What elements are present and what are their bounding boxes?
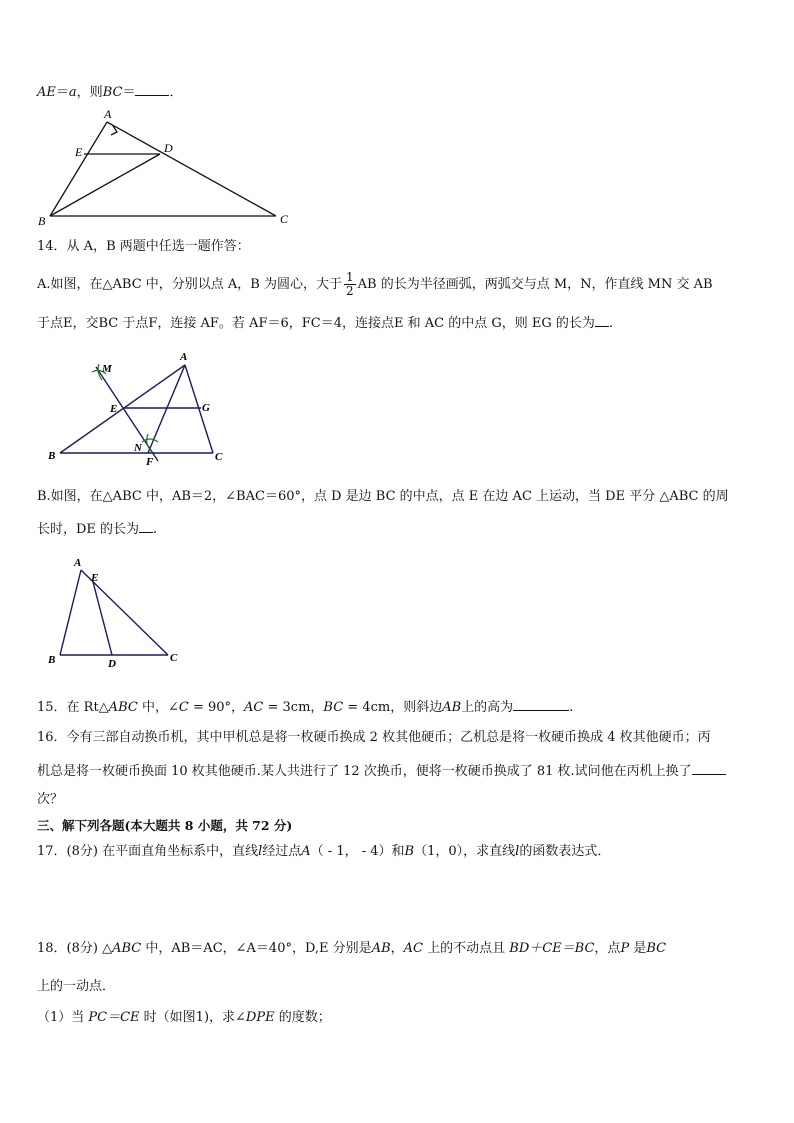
- label-b: B: [38, 214, 46, 228]
- q18-p1: 18．(8分): [37, 941, 103, 956]
- q14a-line2-text: 于点E，交BC 于点F，连接 AF。若 AF＝6，FC＝4，连接点E 和 AC 的中点 G，则 EG 的长为: [37, 316, 595, 331]
- label-a: A: [74, 557, 82, 569]
- label-c: C: [170, 652, 178, 664]
- q17-part1: 17．(8分) 在平面直角坐标系中，直线: [37, 844, 259, 859]
- q18-bc: BC: [646, 941, 667, 956]
- label-f: F: [146, 456, 154, 468]
- q13-eq-a: ＝: [55, 85, 69, 100]
- q14a-line1: [37, 268, 713, 302]
- q15-ac: AC: [244, 700, 264, 715]
- q14b-line2-text: 长时，DE 的长为: [37, 522, 140, 537]
- q18-sub1-b: 时（如图1)，求∠: [139, 1010, 246, 1025]
- q15-bc: BC: [323, 700, 344, 715]
- q17-part3: 的函数表达式．: [519, 844, 611, 859]
- q18-p3: ，: [390, 941, 404, 956]
- q16-line1: 16．今有三部自动换币机，其中甲机总是将一枚硬币换成 2 枚其他硬币；乙机总是将一枚硬币换成 4 枚其他硬币；丙: [37, 730, 711, 745]
- q13-bc: BC: [102, 85, 123, 100]
- section3-heading: 三、解下列各题(本大题共 8 小题，共 72 分): [37, 818, 293, 833]
- q15-c: C: [178, 700, 189, 715]
- q16-line2: [37, 761, 726, 781]
- label-n: N: [134, 442, 142, 454]
- q15-mid3: = 3cm，: [263, 700, 324, 715]
- q15-tri: △ABC: [98, 700, 138, 715]
- q13-mid: ，则: [76, 85, 103, 100]
- q17-part2: 经过点: [262, 844, 302, 859]
- label-g: G: [202, 402, 210, 414]
- q18-sub1-c: 的度数；: [274, 1010, 331, 1025]
- label-b: B: [48, 450, 56, 462]
- q18-sub1-angle: DPE: [245, 1010, 275, 1025]
- q17: [37, 843, 610, 861]
- q17-coord-b: （1，0），求直线: [414, 844, 516, 859]
- q14b-answer-blank[interactable]: [139, 519, 153, 533]
- q18-ac: AC: [403, 941, 423, 956]
- q17-a: A: [301, 844, 311, 859]
- q18-cond: BD＋CE＝BC: [509, 941, 595, 956]
- q18-line2: 上的一动点．: [37, 979, 116, 994]
- q18-sub1-cond: PC＝CE: [88, 1010, 140, 1025]
- q15-mid1: 中，∠: [137, 700, 179, 715]
- label-m: M: [102, 363, 112, 375]
- q14b-figure: [44, 555, 194, 670]
- q16-answer-blank[interactable]: [692, 761, 726, 775]
- q13-a: a: [68, 85, 77, 100]
- q17-coord-a: （ - 1， - 4）和: [310, 844, 405, 859]
- label-d: D: [164, 141, 173, 155]
- line-de: [93, 582, 112, 655]
- q17-l: l: [258, 844, 263, 859]
- q15-prefix: 15．在 Rt: [37, 700, 99, 715]
- q13-figure: [36, 108, 296, 228]
- q16-line2-text: 机总是将一枚硬币换面 10 枚其他硬币.某人共进行了 12 次换币，便将一枚硬币换成了 81 枚.试问他在丙机上换了: [37, 764, 692, 779]
- q13-tail: [37, 82, 182, 102]
- q14-intro: 14．从 A，B 两题中任选一题作答：: [37, 239, 250, 254]
- q18-p4: 上的不动点且: [423, 941, 510, 956]
- q14b-line2-end: .: [153, 522, 158, 537]
- q14a-line2: [37, 313, 613, 333]
- q17-l2: l: [515, 844, 520, 859]
- q15-end: .: [569, 700, 574, 715]
- label-b: B: [48, 654, 56, 666]
- q18-p6: 是: [629, 941, 647, 956]
- label-d: D: [108, 658, 116, 670]
- q13-ae: AE: [37, 85, 56, 100]
- q17-b: B: [404, 844, 415, 859]
- q14a-line2-end: .: [608, 316, 613, 331]
- q14a-part1: A.如图，在△ABC 中，分别以点 A，B 为圆心，大于: [37, 277, 342, 292]
- q16-line3: 次？: [37, 792, 64, 807]
- line-bd: [50, 154, 160, 216]
- q18-sub1: [37, 1009, 331, 1027]
- q13-answer-blank[interactable]: [135, 82, 169, 96]
- q18-line1: [37, 940, 666, 958]
- q18-p2: 中，AB＝AC，∠A＝40°，D,E 分别是: [141, 941, 372, 956]
- label-e: E: [91, 572, 99, 584]
- q15-ab: AB: [442, 700, 462, 715]
- q14a-figure: [44, 350, 244, 470]
- q18-p5: ，点: [594, 941, 621, 956]
- q18-tri: △ABC: [102, 941, 142, 956]
- label-a: A: [104, 107, 112, 121]
- label-e: E: [75, 145, 83, 159]
- q14b-line1: B.如图，在△ABC 中，AB＝2，∠BAC＝60°，点 D 是边 BC 的中点，点 E 在边 AC 上运动，当 DE 平分 △ABC 的周: [37, 489, 729, 504]
- q14a-answer-blank[interactable]: [595, 313, 609, 327]
- q18-ab: AB: [371, 941, 391, 956]
- q13-eq: ＝: [122, 85, 136, 100]
- frac-num: 1: [346, 270, 354, 284]
- q15-mid2: = 90°，: [188, 700, 245, 715]
- label-c: C: [215, 451, 223, 463]
- line-ba: [60, 570, 81, 655]
- fraction-half: [344, 271, 356, 298]
- q14b-line2: [37, 519, 157, 539]
- q13-end: ．: [169, 85, 183, 100]
- q14a-part2: AB 的长为半径画弧，两弧交与点 M，N，作直线 MN 交 AB: [357, 277, 713, 292]
- q15-suffix: 上的高为: [461, 700, 514, 715]
- q15: [37, 697, 573, 717]
- label-c: C: [280, 212, 289, 226]
- frac-den: 2: [346, 284, 354, 298]
- q18-p: P: [620, 941, 630, 956]
- label-e: E: [110, 403, 118, 415]
- label-a: A: [180, 351, 188, 363]
- q18-sub1-a: （1）当: [37, 1010, 89, 1025]
- q15-mid4: = 4cm，则斜边: [343, 700, 443, 715]
- q15-answer-blank[interactable]: [513, 697, 569, 711]
- line-ab: [50, 122, 107, 216]
